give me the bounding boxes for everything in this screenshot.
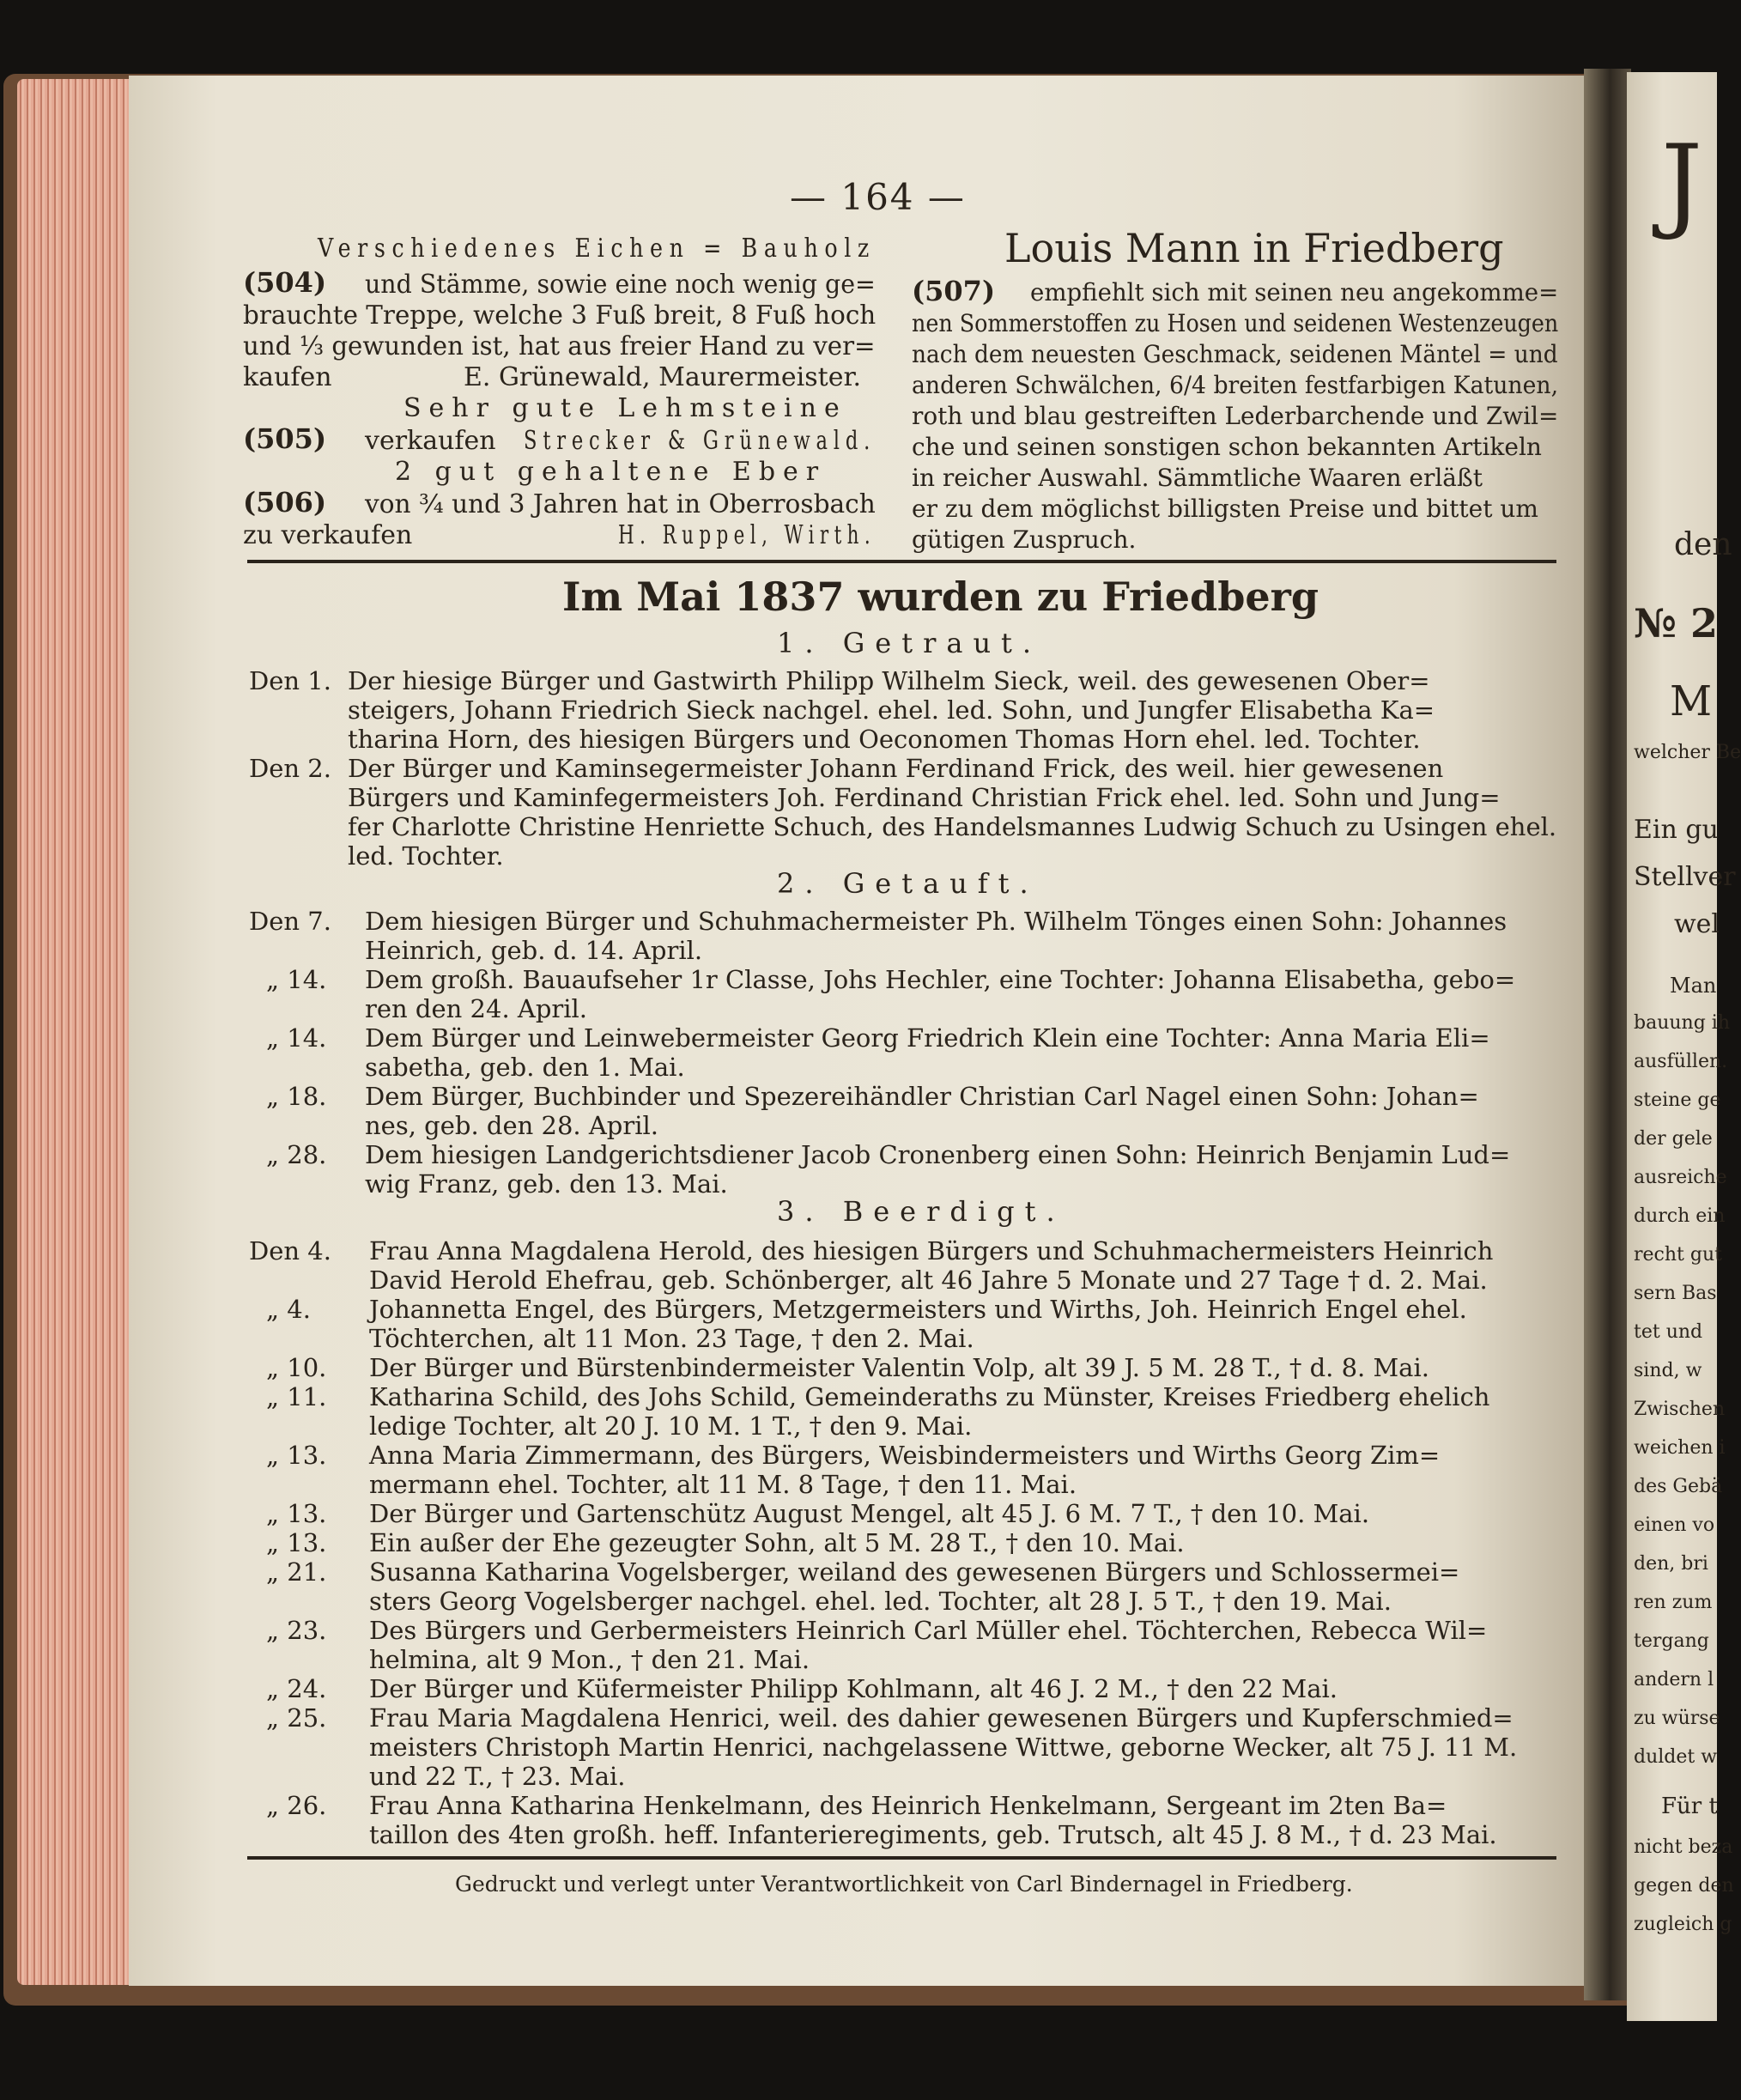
entry-line: sabetha, geb. den 1. Mai. bbox=[365, 1053, 685, 1082]
entry-line: Johannetta Engel, des Bürgers, Metzgermeisters und Wirths, Joh. Heinrich Engel ehel. bbox=[369, 1295, 1467, 1324]
entry-line: steigers, Johann Friedrich Sieck nachgel. ehel. led. Sohn, und Jungfer Elisabetha Ka= bbox=[348, 695, 1435, 725]
page-number: — 164 — bbox=[790, 176, 966, 218]
ad-506-signature: H. Ruppel, Wirth. bbox=[618, 520, 877, 550]
right-page-line: № 2 bbox=[1634, 600, 1719, 646]
entry-day: „ 25. bbox=[266, 1703, 327, 1733]
page-edges bbox=[17, 79, 129, 1985]
right-page-line: des Gebä bbox=[1634, 1476, 1723, 1497]
ad-505-signature: Strecker & Grünewald. bbox=[524, 426, 877, 456]
entry-line: David Herold Ehefrau, geb. Schönberger, alt 46 Jahre 5 Monate und 27 Tage † d. 2. Mai. bbox=[369, 1265, 1488, 1295]
right-page-line: J bbox=[1661, 124, 1703, 243]
ad-507-heading: Louis Mann in Friedberg bbox=[1004, 225, 1504, 271]
entry-line: Der Bürger und Bürstenbindermeister Valentin Volp, alt 39 J. 5 M. 28 T., † d. 8. Mai. bbox=[369, 1353, 1429, 1382]
entry-line: Des Bürgers und Gerbermeisters Heinrich Carl Müller ehel. Töchterchen, Rebecca Wil= bbox=[369, 1616, 1488, 1645]
entry-line: ledige Tochter, alt 20 J. 10 M. 1 T., † den 9. Mai. bbox=[369, 1411, 973, 1441]
ad-507-line: anderen Schwälchen, 6/4 breiten festfarbigen Katunen, bbox=[912, 371, 1559, 399]
ad-507-line: er zu dem möglichst billigsten Preise und bittet um bbox=[912, 495, 1538, 523]
entry-day: „ 26. bbox=[266, 1791, 327, 1820]
ad-504-number: (504) bbox=[243, 266, 327, 299]
entry-day: „ 13. bbox=[266, 1441, 327, 1470]
right-page bbox=[1627, 72, 1741, 2021]
entry-day: „ 14. bbox=[266, 965, 327, 994]
right-page-line: Ein gu bbox=[1634, 815, 1719, 845]
right-page-line: nicht beza bbox=[1634, 1836, 1733, 1858]
entry-day: „ 28. bbox=[266, 1140, 327, 1169]
section-rule bbox=[247, 560, 1556, 563]
ad-504-line: und Stämme, sowie eine noch wenig ge= bbox=[365, 270, 876, 300]
ad-505-line: verkaufen bbox=[365, 426, 496, 456]
ad-506-number: (506) bbox=[243, 486, 327, 519]
entry-line: Ein außer der Ehe gezeugter Sohn, alt 5 M. 28 T., † den 10. Mai. bbox=[369, 1528, 1185, 1557]
right-page-line: tet und bbox=[1634, 1321, 1703, 1343]
right-page-line: ren zum bbox=[1634, 1592, 1713, 1613]
ad-506-line: zu verkaufen bbox=[243, 520, 413, 550]
entry-day: „ 24. bbox=[266, 1674, 327, 1703]
ad-504-signature: E. Grünewald, Maurermeister. bbox=[464, 362, 862, 392]
ad-507-line: nen Sommerstoffen zu Hosen und seidenen Westenzeugen bbox=[912, 309, 1559, 337]
entry-line: wig Franz, geb. den 13. Mai. bbox=[365, 1169, 728, 1199]
entry-line: Susanna Katharina Vogelsberger, weiland des gewesenen Bürgers und Schlossermei= bbox=[369, 1557, 1460, 1587]
section-heading-beerdigt: 3. Beerdigt. bbox=[777, 1195, 1065, 1228]
entry-line: Dem hiesigen Bürger und Schuhmachermeister Ph. Wilhelm Tönges einen Sohn: Johannes bbox=[365, 907, 1507, 936]
right-page-line: durch ein bbox=[1634, 1205, 1726, 1227]
ad-507-line: roth und blau gestreiften Lederbarchende und Zwil= bbox=[912, 402, 1559, 430]
right-page-line: recht gut bbox=[1634, 1244, 1722, 1265]
right-page-line: gegen den bbox=[1634, 1875, 1734, 1897]
right-page-line: sern Bas bbox=[1634, 1283, 1717, 1304]
entry-line: Anna Maria Zimmermann, des Bürgers, Weisbindermeisters und Wirths Georg Zim= bbox=[369, 1441, 1441, 1470]
right-page-line: Man bbox=[1670, 974, 1717, 998]
entry-line: sters Georg Vogelsberger nachgel. ehel. led. Tochter, alt 28 J. 5 T., † den 19. Mai. bbox=[369, 1587, 1392, 1616]
entry-day: Den 1. bbox=[249, 666, 331, 695]
right-page-line: ausfüllen. bbox=[1634, 1051, 1728, 1072]
right-page-line: andern l bbox=[1634, 1669, 1714, 1690]
ad-507-line: empfiehlt sich mit seinen neu angekomme= bbox=[1030, 278, 1559, 307]
right-page-line: zu würse bbox=[1634, 1708, 1720, 1729]
entry-day: „ 14. bbox=[266, 1023, 327, 1053]
right-page-line: welcher Be bbox=[1634, 742, 1741, 763]
ad-504-line: und ⅓ gewunden ist, hat aus freier Hand zu ver= bbox=[243, 331, 876, 361]
ad-506-line: von ¾ und 3 Jahren hat in Oberrosbach bbox=[365, 489, 876, 519]
entry-line: meisters Christoph Martin Henrici, nachgelassene Wittwe, geborne Wecker, alt 75 J. 11 M. bbox=[369, 1733, 1518, 1762]
right-page-line: weichen i bbox=[1634, 1437, 1726, 1459]
right-page-line: steine ge bbox=[1634, 1089, 1721, 1111]
right-page-line: zugleich g bbox=[1634, 1914, 1732, 1935]
right-page-line: der gele bbox=[1634, 1128, 1713, 1150]
right-page-line: tergang bbox=[1634, 1630, 1709, 1652]
entry-line: fer Charlotte Christine Henriette Schuch, des Handelsmannes Ludwig Schuch zu Usingen ehel. bbox=[348, 812, 1557, 841]
entry-day: „ 11. bbox=[266, 1382, 327, 1411]
section-heading-getraut: 1. Getraut. bbox=[777, 627, 1042, 659]
entry-line: Der Bürger und Küfermeister Philipp Kohlmann, alt 46 J. 2 M., † den 22 Mai. bbox=[369, 1674, 1338, 1703]
ad-505-heading: Sehr gute Lehmsteine bbox=[403, 393, 847, 423]
entry-day: Den 2. bbox=[249, 754, 331, 783]
entry-line: Dem Bürger, Buchbinder und Spezereihändler Christian Carl Nagel einen Sohn: Johan= bbox=[365, 1082, 1479, 1111]
ad-507-line: che und seinen sonstigen schon bekannten Artikeln bbox=[912, 433, 1542, 461]
footer-rule bbox=[247, 1856, 1556, 1860]
entry-day: „ 13. bbox=[266, 1528, 327, 1557]
entry-line: Dem Bürger und Leinwebermeister Georg Friedrich Klein eine Tochter: Anna Maria Eli= bbox=[365, 1023, 1490, 1053]
right-page-line: den, bri bbox=[1634, 1553, 1708, 1575]
entry-day: Den 4. bbox=[249, 1236, 331, 1265]
right-page-line: Für t bbox=[1661, 1793, 1718, 1819]
ad-506-heading: 2 gut gehaltene Eber bbox=[395, 457, 827, 487]
entry-day: „ 10. bbox=[266, 1353, 327, 1382]
ad-504-heading: Verschiedenes Eichen = Bauholz bbox=[318, 234, 876, 264]
entry-line: Bürgers und Kaminfegermeisters Joh. Ferdinand Christian Frick ehel. led. Sohn und Jung= bbox=[348, 783, 1501, 812]
entry-line: ren den 24. April. bbox=[365, 994, 588, 1023]
entry-day: „ 4. bbox=[266, 1295, 311, 1324]
entry-line: taillon des 4ten großh. heff. Infanterieregiments, geb. Trutsch, alt 45 J. 8 M., † d. 23 Mai. bbox=[369, 1820, 1497, 1849]
right-page-line: sind, w bbox=[1634, 1360, 1702, 1381]
entry-day: „ 23. bbox=[266, 1616, 327, 1645]
ad-507-line: nach dem neuesten Geschmack, seidenen Mäntel = und bbox=[912, 340, 1558, 368]
right-page-line: den bbox=[1674, 527, 1732, 562]
entry-line: Der Bürger und Kaminsegermeister Johann Ferdinand Frick, des weil. hier gewesenen bbox=[348, 754, 1444, 783]
right-page-line: Stellver bbox=[1634, 862, 1736, 892]
entry-day: Den 7. bbox=[249, 907, 331, 936]
right-page-line: Zwischen bbox=[1634, 1399, 1726, 1420]
page-title: Im Mai 1837 wurden zu Friedberg bbox=[562, 574, 1319, 620]
entry-line: led. Tochter. bbox=[348, 841, 504, 871]
right-page-line: wel bbox=[1674, 909, 1720, 939]
entry-line: Frau Maria Magdalena Henrici, weil. des dahier gewesenen Bürgers und Kupferschmied= bbox=[369, 1703, 1514, 1733]
ad-507-number: (507) bbox=[912, 275, 996, 307]
entry-line: helmina, alt 9 Mon., † den 21. Mai. bbox=[369, 1645, 810, 1674]
entry-line: Der Bürger und Gartenschütz August Mengel, alt 45 J. 6 M. 7 T., † den 10. Mai. bbox=[369, 1499, 1370, 1528]
entry-line: Der hiesige Bürger und Gastwirth Philipp Wilhelm Sieck, weil. des gewesenen Ober= bbox=[348, 666, 1430, 695]
entry-line: Dem großh. Bauaufseher 1r Classe, Johs Hechler, eine Tochter: Johanna Elisabetha, gebo= bbox=[365, 965, 1516, 994]
right-page-line: duldet w bbox=[1634, 1746, 1718, 1768]
entry-line: tharina Horn, des hiesigen Bürgers und Oeconomen Thomas Horn ehel. led. Tochter. bbox=[348, 725, 1421, 754]
entry-line: Katharina Schild, des Johs Schild, Gemeinderaths zu Münster, Kreises Friedberg ehelich bbox=[369, 1382, 1490, 1411]
right-page-line: M bbox=[1670, 677, 1713, 725]
entry-day: „ 21. bbox=[266, 1557, 327, 1587]
ad-507-line: gütigen Zuspruch. bbox=[912, 525, 1137, 554]
imprint-footer: Gedruckt und verlegt unter Verantwortlichkeit von Carl Bindernagel in Friedberg. bbox=[455, 1872, 1353, 1897]
section-heading-getauft: 2. Getauft. bbox=[777, 867, 1039, 900]
ad-507-line: in reicher Auswahl. Sämmtliche Waaren erläßt bbox=[912, 464, 1483, 492]
right-page-line: ausreiche bbox=[1634, 1167, 1727, 1188]
right-page-line: einen vo bbox=[1634, 1514, 1715, 1536]
entry-line: Dem hiesigen Landgerichtsdiener Jacob Cronenberg einen Sohn: Heinrich Benjamin Lud= bbox=[365, 1140, 1511, 1169]
ad-505-number: (505) bbox=[243, 422, 327, 455]
ad-504-line: brauchte Treppe, welche 3 Fuß breit, 8 Fuß hoch bbox=[243, 300, 877, 331]
entry-line: nes, geb. den 28. April. bbox=[365, 1111, 658, 1140]
ad-504-line: kaufen bbox=[243, 362, 332, 392]
entry-line: und 22 T., † 23. Mai. bbox=[369, 1762, 626, 1791]
book-gutter bbox=[1584, 69, 1631, 2000]
entry-line: Frau Anna Katharina Henkelmann, des Heinrich Henkelmann, Sergeant im 2ten Ba= bbox=[369, 1791, 1447, 1820]
entry-day: „ 18. bbox=[266, 1082, 327, 1111]
right-page-line: bauung ih bbox=[1634, 1012, 1730, 1034]
entry-line: Heinrich, geb. d. 14. April. bbox=[365, 936, 703, 965]
entry-line: Töchterchen, alt 11 Mon. 23 Tage, † den 2. Mai. bbox=[369, 1324, 974, 1353]
entry-line: Frau Anna Magdalena Herold, des hiesigen Bürgers und Schuhmachermeisters Heinrich bbox=[369, 1236, 1494, 1265]
entry-day: „ 13. bbox=[266, 1499, 327, 1528]
entry-line: mermann ehel. Tochter, alt 11 M. 8 Tage, † den 11. Mai. bbox=[369, 1470, 1077, 1499]
